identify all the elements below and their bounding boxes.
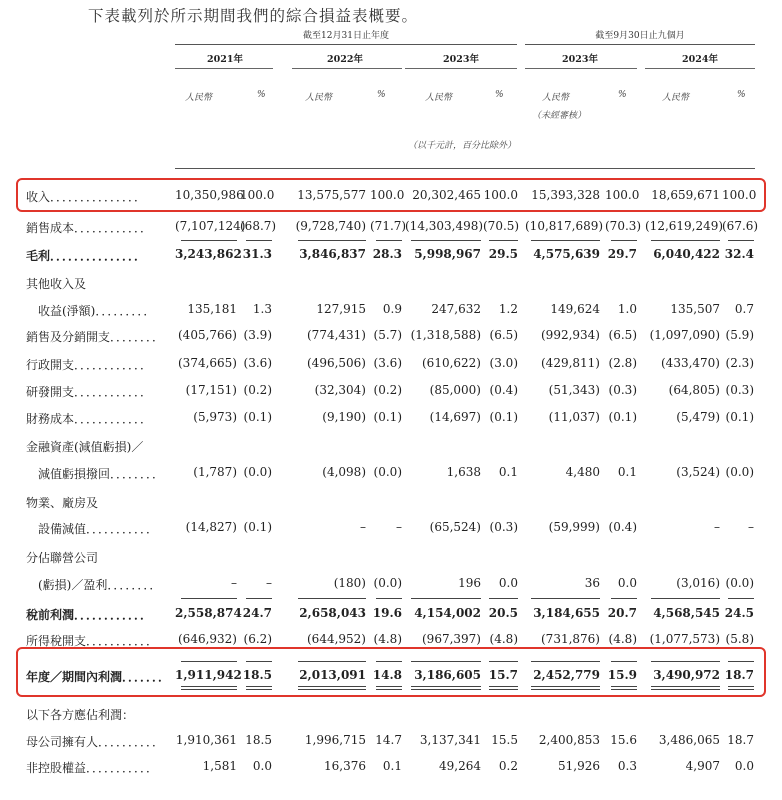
percent-cell: 18.5 (245, 733, 272, 747)
amount-cell: 2,400,853 (538, 733, 600, 747)
amount-cell: 196 (458, 576, 481, 590)
row-label: 母公司擁有人．．．．．．．．．． (26, 735, 165, 749)
row-label: 毛利．．．．．．．．．．．．．．． (26, 249, 147, 263)
amount-cell: 247,632 (431, 302, 481, 316)
row-associates-1 (0, 544, 782, 568)
percent-cell: (2.8) (608, 356, 637, 370)
row-label: 稅前利潤．．．．．．．．．．．． (26, 608, 153, 622)
annual-group-rule (175, 44, 517, 45)
amount-cell: (433,470) (661, 356, 720, 370)
header-rule (175, 168, 755, 169)
amount-cell: 149,624 (550, 302, 600, 316)
annual-group-header: 截至12月31日止年度 (303, 31, 389, 41)
percent-cell: 24.7 (242, 606, 272, 620)
amount-cell: 3,186,605 (414, 668, 481, 682)
percent-cell: 0.1 (617, 465, 637, 479)
percent-cell: (6.5) (489, 328, 518, 342)
percent-cell: 100.0 (722, 188, 757, 202)
percent-cell: (0.3) (608, 383, 637, 397)
amount-cell: (405,766) (178, 328, 237, 342)
row-label: 年度／期間內利潤．．．．．．． (26, 670, 171, 684)
amount-cell: 3,846,837 (299, 247, 366, 261)
percent-cell: (0.0) (373, 576, 402, 590)
row-label: 分佔聯營公司 (26, 551, 99, 565)
percent-cell: (4.8) (489, 632, 518, 646)
percent-cell: (3.0) (489, 356, 518, 370)
percent-cell: (0.0) (243, 465, 272, 479)
percent-cell: 18.5 (242, 668, 272, 682)
year-header-2023: 2023年 (443, 54, 479, 65)
percent-cell: 0.0 (617, 576, 637, 590)
row-other-income-1 (0, 270, 782, 294)
percent-cell: 100.0 (370, 188, 405, 202)
percent-cell: (0.1) (608, 410, 637, 424)
unit-rmb: 人民幣 (542, 93, 570, 103)
percent-cell: (0.0) (725, 576, 754, 590)
percent-cell: 29.5 (488, 247, 518, 261)
subtotal-rule (298, 598, 366, 599)
row-other-income-2 (0, 297, 782, 321)
percent-cell: 15.5 (491, 733, 518, 747)
amount-cell: (1,097,090) (649, 328, 720, 342)
percent-cell: 32.4 (724, 247, 754, 261)
nine-months-group-rule (525, 44, 755, 45)
row-impairment-2 (0, 460, 782, 484)
unit-pct: % (618, 90, 627, 100)
amount-cell: (731,876) (541, 632, 600, 646)
subtotal-rule (728, 240, 754, 241)
amount-cell: (4,098) (322, 465, 366, 479)
unit-pct: % (377, 90, 386, 100)
percent-cell: (3.6) (243, 356, 272, 370)
row-finance-costs (0, 405, 782, 429)
unit-pct: % (495, 90, 504, 100)
amount-cell: 3,490,972 (653, 668, 720, 682)
amount-cell: (610,622) (422, 356, 481, 370)
amount-cell: (374,665) (178, 356, 237, 370)
row-label: 行政開支．．．．．．．．．．．． (26, 358, 153, 372)
unit-pct: % (737, 90, 746, 100)
percent-cell: 24.5 (724, 606, 754, 620)
amount-cell: (59,999) (548, 520, 600, 534)
percent-cell: 18.7 (724, 668, 754, 682)
percent-cell: (0.1) (243, 410, 272, 424)
percent-cell: (0.1) (243, 520, 272, 534)
amount-cell: 49,264 (439, 759, 481, 773)
subtotal-rule (181, 598, 237, 599)
percent-cell: 18.7 (727, 733, 754, 747)
amount-cell: 2,658,043 (299, 606, 366, 620)
percent-cell: (6.5) (608, 328, 637, 342)
amount-cell: (14,303,498) (405, 219, 484, 233)
percent-cell: 100.0 (483, 188, 518, 202)
percent-cell: 0.9 (382, 302, 402, 316)
amount-cell: 1,581 (202, 759, 237, 773)
row-profit-before-tax (0, 601, 782, 625)
amount-cell: 3,184,655 (533, 606, 600, 620)
amount-cell: (65,524) (429, 520, 481, 534)
amount-cell: (11,037) (548, 410, 600, 424)
amount-cell: (14,697) (429, 410, 481, 424)
row-gross-profit (0, 242, 782, 266)
year-rule-2022 (292, 68, 402, 69)
subtotal-rule (611, 240, 637, 241)
year-rule-2024-9m (645, 68, 755, 69)
row-cost-of-sales (0, 214, 782, 238)
amount-cell: (3,524) (676, 465, 720, 479)
amount-cell: 127,915 (316, 302, 366, 316)
amount-cell: 4,907 (685, 759, 720, 773)
row-nci (0, 754, 782, 778)
row-label: 研發開支．．．．．．．．．．．． (26, 385, 153, 399)
amount-cell: 2,452,779 (533, 668, 600, 682)
percent-cell: (0.1) (725, 410, 754, 424)
amount-cell: (7,107,124) (175, 219, 246, 233)
percent-cell: 1.0 (617, 302, 637, 316)
percent-cell: 0.1 (382, 759, 402, 773)
amount-cell: (5,973) (193, 410, 237, 424)
amount-cell: 2,558,874 (175, 606, 242, 620)
row-label: 財務成本．．．．．．．．．．．． (26, 412, 153, 426)
percent-cell: (68.7) (240, 219, 277, 233)
row-impairment-1 (0, 433, 782, 457)
subtotal-rule (376, 598, 402, 599)
unit-pct: % (257, 90, 266, 100)
amount-cell: (10,817,689) (525, 219, 604, 233)
percent-cell: (0.3) (489, 520, 518, 534)
amount-cell: (1,787) (193, 465, 237, 479)
row-label: 其他收入及 (26, 277, 87, 291)
amount-cell: 18,659,671 (651, 188, 720, 202)
year-header-2023-9m: 2023年 (562, 54, 598, 65)
percent-cell: (6.2) (243, 632, 272, 646)
amount-cell: (64,805) (668, 383, 720, 397)
row-label: (虧損)／盈利．．．．．．．． (26, 578, 162, 592)
year-rule-2021 (175, 68, 273, 69)
percent-cell: (0.3) (725, 383, 754, 397)
unit-rmb: 人民幣 (662, 93, 690, 103)
amount-cell: (1,077,573) (649, 632, 720, 646)
amount-cell: (5,479) (676, 410, 720, 424)
percent-cell: (5.9) (725, 328, 754, 342)
percent-cell: (70.5) (483, 219, 520, 233)
row-label: 物業、廠房及 (26, 496, 99, 510)
percent-cell: (4.8) (373, 632, 402, 646)
amount-cell: 135,507 (670, 302, 720, 316)
subtotal-rule (411, 598, 481, 599)
amount-cell: 20,302,465 (412, 188, 481, 202)
percent-cell: 20.5 (488, 606, 518, 620)
percent-cell: 0.0 (734, 759, 754, 773)
row-admin-expenses (0, 351, 782, 375)
amount-cell: 135,181 (187, 302, 237, 316)
amount-cell: (429,811) (541, 356, 600, 370)
amount-cell: 13,575,577 (297, 188, 366, 202)
percent-cell: – (748, 520, 754, 534)
percent-cell: – (396, 520, 402, 534)
percent-cell: 0.2 (498, 759, 518, 773)
percent-cell: (5.8) (725, 632, 754, 646)
amount-cell: (496,506) (307, 356, 366, 370)
amount-cell: (85,000) (429, 383, 481, 397)
amount-cell: 1,911,942 (175, 668, 242, 682)
percent-cell: (0.0) (373, 465, 402, 479)
subtotal-rule (611, 598, 637, 599)
subtotal-rule (298, 240, 366, 241)
amount-cell: 4,154,002 (414, 606, 481, 620)
row-label: 銷售及分銷開支．．．．．．．． (26, 330, 165, 344)
amount-cell: 36 (584, 576, 600, 590)
percent-cell: 0.7 (734, 302, 754, 316)
amount-cell: 4,575,639 (533, 247, 600, 261)
subtotal-rule (651, 598, 720, 599)
percent-cell: 15.6 (610, 733, 637, 747)
amount-cell: (51,343) (548, 383, 600, 397)
row-attributable-to (0, 701, 782, 725)
subtotal-rule (651, 240, 720, 241)
percent-cell: (70.3) (605, 219, 642, 233)
amount-cell: (644,952) (307, 632, 366, 646)
amount-cell: (9,190) (322, 410, 366, 424)
percent-cell: 15.7 (488, 668, 518, 682)
unit-rmb: 人民幣 (425, 93, 453, 103)
unit-rmb: 人民幣 (185, 93, 213, 103)
amount-cell: 4,480 (565, 465, 600, 479)
row-rd-expenses (0, 378, 782, 402)
amount-cell: 4,568,545 (653, 606, 720, 620)
subtotal-rule (728, 598, 754, 599)
amount-cell: 5,998,967 (414, 247, 481, 261)
year-rule-2023-9m (525, 68, 637, 69)
amount-cell: (1,318,588) (410, 328, 481, 342)
amount-cell: 1,638 (446, 465, 481, 479)
percent-cell: 1.3 (252, 302, 272, 316)
percent-cell: (4.8) (608, 632, 637, 646)
row-label: 以下各方應佔利潤： (26, 708, 135, 722)
subtotal-rule (531, 240, 600, 241)
amount-cell: 2,013,091 (299, 668, 366, 682)
year-header-2024-9m: 2024年 (682, 54, 718, 65)
amount-cell: (12,619,249) (645, 219, 724, 233)
percent-cell: (71.7) (370, 219, 407, 233)
percent-cell: (0.2) (243, 383, 272, 397)
year-rule-2023 (405, 68, 517, 69)
unit-rmb: 人民幣 (305, 93, 333, 103)
subtotal-rule (489, 598, 518, 599)
net-profit-highlight-box (16, 647, 766, 697)
percent-cell: (2.3) (725, 356, 754, 370)
amount-cell: 1,996,715 (304, 733, 366, 747)
percent-cell: (3.9) (243, 328, 272, 342)
row-label: 收益(淨額)．．．．．．．．． (26, 304, 156, 318)
amount-cell: – (231, 576, 237, 590)
amount-cell: – (360, 520, 366, 534)
amount-cell: 51,926 (558, 759, 600, 773)
subtotal-rule (411, 240, 481, 241)
amount-cell: (17,151) (185, 383, 237, 397)
percent-cell: 100.0 (240, 188, 275, 202)
percent-cell: 0.0 (252, 759, 272, 773)
amount-cell: (14,827) (185, 520, 237, 534)
percent-cell: 0.0 (498, 576, 518, 590)
amount-cell: 1,910,361 (175, 733, 237, 747)
amount-cell: – (714, 520, 720, 534)
subtotal-rule (376, 240, 402, 241)
percent-cell: 100.0 (605, 188, 640, 202)
amount-cell: (646,932) (178, 632, 237, 646)
row-label: 銷售成本．．．．．．．．．．．． (26, 221, 153, 235)
row-label: 設備減值．．．．．．．．．．． (26, 522, 159, 536)
percent-cell: 0.1 (498, 465, 518, 479)
amount-cell: (992,934) (541, 328, 600, 342)
row-associates-2 (0, 571, 782, 595)
row-label: 減值虧損撥回．．．．．．．． (26, 467, 165, 481)
percent-cell: (0.0) (725, 465, 754, 479)
percent-cell: 19.6 (372, 606, 402, 620)
amount-cell: (3,016) (676, 576, 720, 590)
amount-cell: 3,486,065 (658, 733, 720, 747)
row-label: 金融資產(減值虧損)／ (26, 440, 144, 454)
subtotal-rule (181, 240, 237, 241)
subtotal-rule (246, 598, 272, 599)
amount-cell: 15,393,328 (531, 188, 600, 202)
year-header-2021: 2021年 (207, 54, 243, 65)
amount-cell: (774,431) (307, 328, 366, 342)
row-selling-expenses (0, 323, 782, 347)
amount-cell: (32,304) (314, 383, 366, 397)
amount-cell: 3,243,862 (175, 247, 242, 261)
subtotal-rule (489, 240, 518, 241)
percent-cell: 14.7 (375, 733, 402, 747)
amount-cell: (180) (333, 576, 366, 590)
amount-cell: 10,350,986 (175, 188, 244, 202)
percent-cell: 14.8 (372, 668, 402, 682)
percent-cell: 31.3 (242, 247, 272, 261)
row-owners (0, 728, 782, 752)
amount-cell: (967,397) (422, 632, 481, 646)
unaudited-note: （未經審核） (532, 111, 587, 121)
year-header-2022: 2022年 (327, 54, 363, 65)
amount-cell: 16,376 (324, 759, 366, 773)
subtotal-rule (531, 598, 600, 599)
percent-cell: (0.4) (608, 520, 637, 534)
row-label: 收入．．．．．．．．．．．．．．． (26, 190, 147, 204)
percent-cell: (3.6) (373, 356, 402, 370)
percent-cell: 20.7 (607, 606, 637, 620)
percent-cell: 0.3 (617, 759, 637, 773)
row-label: 所得稅開支．．．．．．．．．．． (26, 634, 159, 648)
amount-cell: 6,040,422 (653, 247, 720, 261)
percent-cell: 15.9 (607, 668, 637, 682)
amount-cell: 3,137,341 (419, 733, 481, 747)
percent-cell: (0.1) (373, 410, 402, 424)
percent-cell: 1.2 (498, 302, 518, 316)
percent-cell: – (266, 576, 272, 590)
percent-cell: (0.2) (373, 383, 402, 397)
row-label: 非控股權益．．．．．．．．．．． (26, 761, 159, 775)
percent-cell: (67.6) (722, 219, 759, 233)
unit-note: （以千元計，百分比除外） (408, 141, 517, 151)
percent-cell: (0.1) (489, 410, 518, 424)
amount-cell: (9,728,740) (295, 219, 366, 233)
revenue-highlight-box (16, 178, 766, 212)
row-ppe-1 (0, 489, 782, 513)
percent-cell: (5.7) (373, 328, 402, 342)
row-ppe-2 (0, 515, 782, 539)
nine-months-group-header: 截至9月30日止九個月 (595, 31, 685, 41)
percent-cell: 29.7 (607, 247, 637, 261)
intro-text: 下表載列於所示期間我們的綜合損益表概要。 (88, 7, 419, 25)
percent-cell: 28.3 (372, 247, 402, 261)
subtotal-rule (246, 240, 272, 241)
percent-cell: (0.4) (489, 383, 518, 397)
